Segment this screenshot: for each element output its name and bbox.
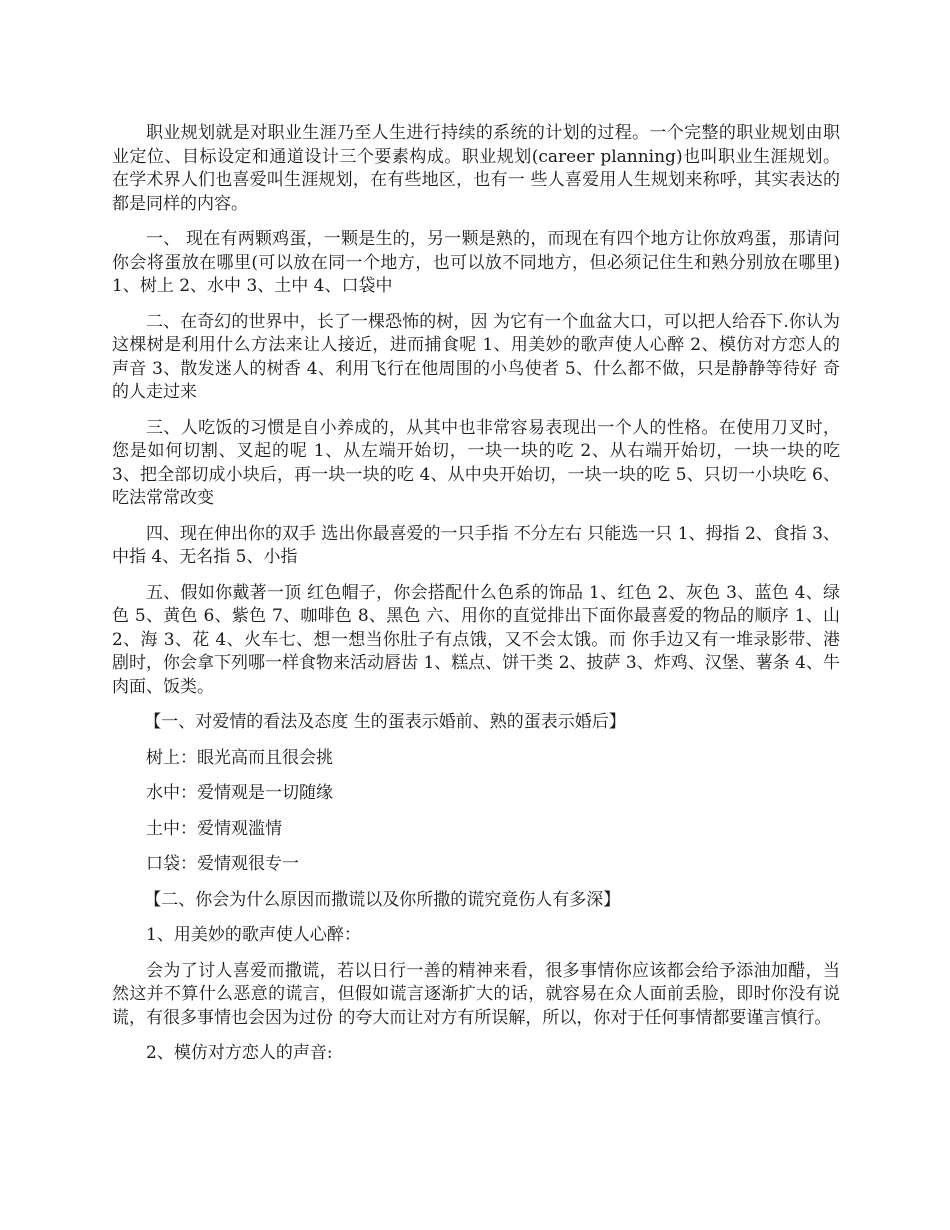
document-page	[112, 122, 840, 1078]
question-3-paragraph: 三、人吃饭的习惯是自小养成的，从其中也非常容易表现出一个人的性格。在使用刀叉时，您是如何切割、叉起的呢 1、从左端开始切，一块一块的吃 2、从右端开始切，一块一块的吃 3、把全部切成小块后，再一块一块的吃 4、从中央开始切，一块一块的吃 5、只切一小块吃 6、吃法常常改变	[112, 417, 840, 508]
answer-2-item-1-title: 1、用美妙的歌声使人心醉：	[146, 925, 361, 945]
answer-2-item-2-title: 2、模仿对方恋人的声音:	[146, 1043, 333, 1063]
answer-2-heading: 【二、你会为什么原因而撒谎以及你所撒的谎究竟伤人有多深】	[144, 889, 621, 910]
intro-paragraph: 职业规划就是对职业生涯乃至人生进行持续的系统的计划的过程。一个完整的职业规划由职业定位、目标设定和通道设计三个要素构成。职业规划(career planning)也叫职业生涯规划。在学术界人们也喜爱叫生涯规划，在有些地区，也有一 些人喜爱用人生规划来称呼，其实表达的都是同样的内容。	[112, 123, 840, 214]
question-1-paragraph: 一、 现在有两颗鸡蛋，一颗是生的，另一颗是熟的，而现在有四个地方让你放鸡蛋，那请问你会将蛋放在哪里(可以放在同一个地方，也可以放不同地方，但必须记住生和熟分别放在哪里)1、树上 2、水中 3、土中 4、口袋中	[112, 229, 840, 296]
answer-1-soil: 土中：爱情观滥情	[146, 818, 282, 839]
answer-1-heading: 【一、对爱情的看法及态度 生的蛋表示婚前、熟的蛋表示婚后】	[144, 712, 626, 732]
answer-2-item-1-body: 会为了讨人喜爱而撒谎，若以日行一善的精神来看，很多事情你应该都会给予添油加醋，当然这并不算什么恶意的谎言，但假如谎言逐渐扩大的话，就容易在众人面前丢脸，即时你没有说谎，有很多事情也会因为过份 的夸大而让对方有所误解，所以，你对于任何事情都要谨言慎行。	[112, 960, 840, 1028]
question-5-paragraph: 五、假如你戴著一顶 红色帽子，你会搭配什么色系的饰品 1、红色 2、灰色 3、蓝色 4、绿色 5、黄色 6、紫色 7、咖啡色 8、黑色 六、用你的直觉排出下面你最喜爱的物品的顺序 1、山 2、海 3、花 4、火车七、想一想当你肚子有点饿，又不会太饿。而 你手边又有一堆录影带、港剧时，你会拿下列哪一样食物来活动唇齿 1、糕点、饼干类 2、披萨 3、炸鸡、汉堡、薯条 4、牛肉面、饭类。	[112, 582, 840, 697]
question-2-paragraph: 二、在奇幻的世界中，长了一棵恐怖的树，因 为它有一个血盆大口，可以把人给吞下.你认为这棵树是利用什么方法来让人接近，进而捕食呢 1、用美妙的歌声使人心醉 2、模仿对方恋人的声音 3、散发迷人的树香 4、利用飞行在他周围的小鸟使者 5、什么都不做，只是静静等待好 奇的人走过来	[112, 311, 840, 402]
answer-1-water: 水中：爱情观是一切随缘	[146, 783, 333, 803]
answer-1-tree: 树上：眼光高而且很会挑	[146, 747, 333, 768]
answer-1-pocket: 口袋：爱情观很专一	[146, 854, 299, 874]
question-4-paragraph: 四、现在伸出你的双手 选出你最喜爱的一只手指 不分左右 只能选一只 1、拇指 2、食指 3、中指 4、无名指 5、小指	[112, 523, 840, 567]
